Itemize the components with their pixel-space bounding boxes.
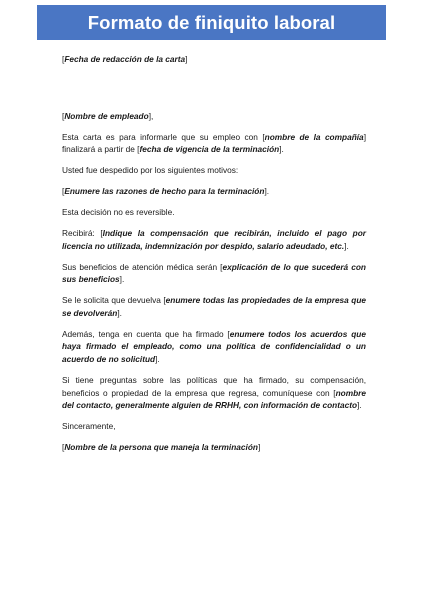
closing-line: Sinceramente, (62, 421, 116, 432)
agreements-placeholder: enumere todos los acuerdos que haya firmado el empleado, como una política de confidencialidad o un acuerdo de no solicitud (62, 328, 366, 365)
date-placeholder: Fecha de redacción de la carta (64, 54, 186, 64)
title-banner (37, 5, 386, 40)
paragraph-contact: Si tiene preguntas sobre las políticas que ha firmado, su compensación, beneficios o propiedad de la empresa que regresa, comuníquese con [nombre del contacto, generalmente alguien de RRHH, con información de contacto]. (62, 375, 366, 411)
compensation-placeholder: Indique la compensación que recibirán, incluido el pago por licencia no utilizada, indemnización por despido, salario adeudado, etc. (62, 228, 366, 251)
effective-date-placeholder: fecha de vigencia de la terminación (139, 144, 280, 155)
benefits-placeholder: explicación de lo que sucederá con sus beneficios (62, 261, 366, 285)
document-title: Formato de finiquito laboral (87, 11, 336, 33)
reasons-placeholder: Enumere las razones de hecho para la terminación (64, 186, 265, 197)
paragraph-agreements: Además, tenga en cuenta que ha firmado [enumere todos los acuerdos que haya firmado el empleado, como una política de confidencialidad o un acuerdo de no solicitud]. (62, 328, 366, 365)
signer-line: [Nombre de la persona que maneja la terminación] (62, 442, 261, 453)
paragraph-not-reversible: Esta decisión no es reversible. (62, 207, 175, 218)
employee-placeholder: Nombre de empleado (64, 110, 149, 121)
property-placeholder: enumere todas las propiedades de la empresa que se devolverán (62, 295, 367, 318)
date-placeholder-line: [Fecha de redacción de la carta] (62, 54, 188, 64)
reasons-placeholder-line: [Enumere las razones de hecho para la terminación]. (62, 186, 270, 197)
paragraph-benefits: Sus beneficios de atención médica serán [explicación de lo que sucederá con sus beneficios]. (62, 261, 366, 285)
letter-body (62, 53, 366, 454)
paragraph-return-property: Se le solicita que devuelva [enumere todas las propiedades de la empresa que se devolverán]. (62, 295, 367, 318)
paragraph-termination-notice: Esta carta es para informarle que su empleo con [nombre de la compañía] finalizará a partir de [fecha de vigencia de la terminación]. (62, 131, 366, 155)
company-placeholder: nombre de la compañía (264, 131, 364, 142)
contact-placeholder: nombre del contacto, generalmente alguien de RRHH, con información de contacto (62, 387, 366, 411)
signer-placeholder: Nombre de la persona que maneja la terminación (64, 442, 258, 453)
employee-name-line: [Nombre de empleado], (62, 110, 154, 121)
paragraph-compensation: Recibirá: [Indique la compensación que recibirán, incluido el pago por licencia no utilizada, indemnización por despido, salario adeudado, etc.]. (62, 228, 366, 251)
paragraph-reasons-intro: Usted fue despedido por los siguientes motivos: (62, 165, 239, 176)
